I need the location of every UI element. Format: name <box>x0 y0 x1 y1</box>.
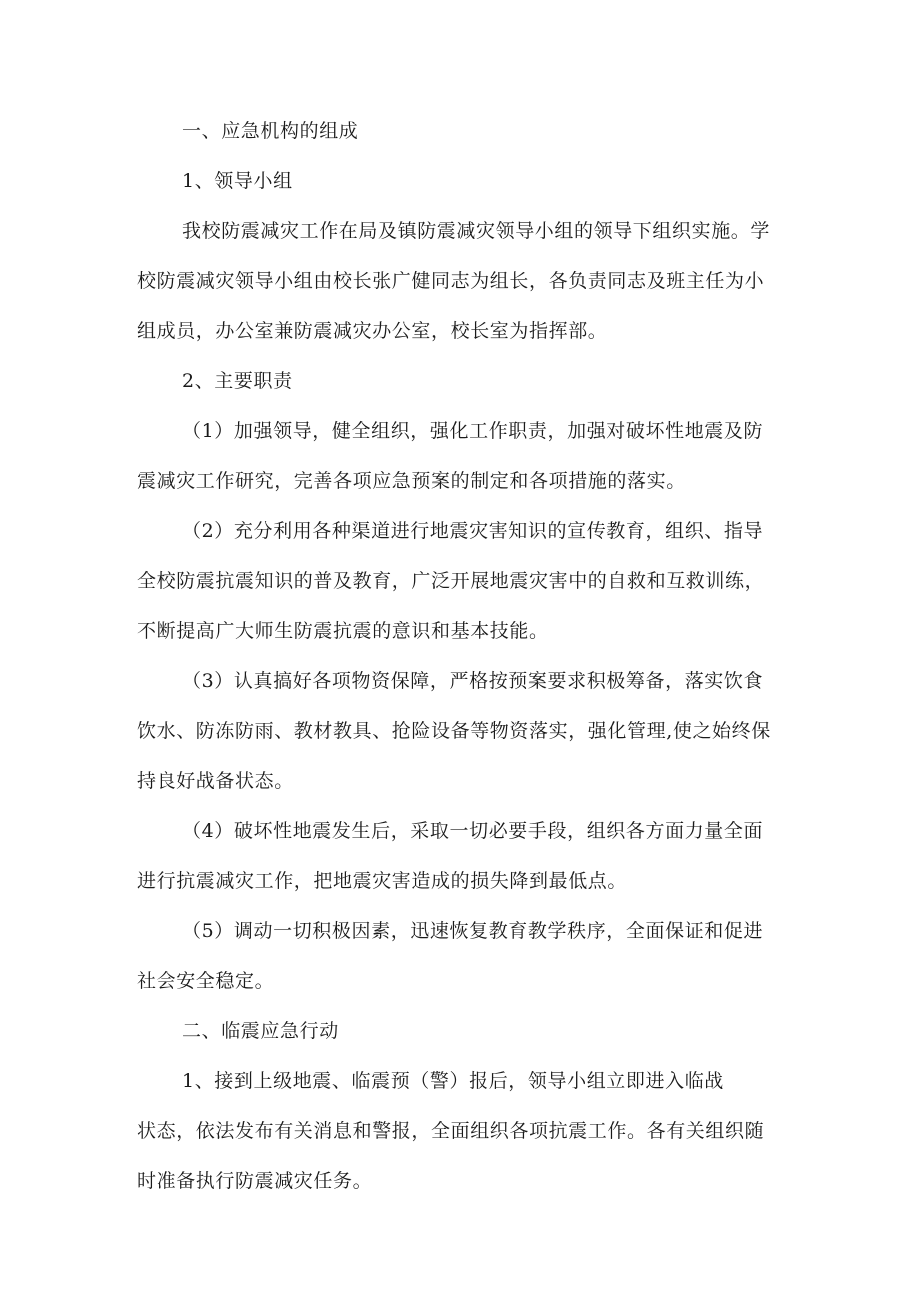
paragraph-line: （1）加强领导，健全组织，强化工作职责，加强对破坏性地震及防 <box>182 420 764 442</box>
paragraph-line: 不断提高广大师生防震抗震的意识和基本技能。 <box>137 620 549 642</box>
paragraph-line: 持良好战备状态。 <box>137 770 294 792</box>
paragraph-line: 校防震减灾领导小组由校长张广健同志为组长，各负责同志及班主任为小 <box>137 270 765 292</box>
paragraph-line: 时准备执行防震减灾任务。 <box>137 1170 373 1192</box>
paragraph-line: （2）充分利用各种渠道进行地震灾害知识的宣传教育，组织、指导 <box>182 520 764 542</box>
paragraph-line: 进行抗震减灾工作，把地震灾害造成的损失降到最低点。 <box>137 870 628 892</box>
subheading-leadership-group: 1、领导小组 <box>182 170 293 192</box>
paragraph-line: 全校防震抗震知识的普及教育，广泛开展地震灾害中的自救和互救训练， <box>137 570 765 592</box>
paragraph-line: 状态，依法发布有关消息和警报，全面组织各项抗震工作。各有关组织随 <box>137 1120 765 1142</box>
paragraph-line: （4）破坏性地震发生后，采取一切必要手段，组织各方面力量全面 <box>182 820 764 842</box>
paragraph-line: 1、接到上级地震、临震预（警）报后，领导小组立即进入临战 <box>182 1070 724 1092</box>
paragraph-line: 震减灾工作研究，完善各项应急预案的制定和各项措施的落实。 <box>137 470 686 492</box>
paragraph-line: 组成员，办公室兼防震减灾办公室，校长室为指挥部。 <box>137 320 608 342</box>
paragraph-line: 社会安全稳定。 <box>137 970 275 992</box>
paragraph-line: 我校防震减灾工作在局及镇防震减灾领导小组的领导下组织实施。学 <box>182 220 771 242</box>
subheading-main-duties: 2、主要职责 <box>182 370 293 392</box>
heading-section-1: 一、应急机构的组成 <box>182 120 359 142</box>
paragraph-line: 饮水、防冻防雨、教材教具、抢险设备等物资落实，强化管理,使之始终保 <box>137 720 771 742</box>
heading-section-2: 二、临震应急行动 <box>182 1020 339 1042</box>
paragraph-line: （3）认真搞好各项物资保障，严格按预案要求积极筹备，落实饮食 <box>182 670 764 692</box>
paragraph-line: （5）调动一切积极因素，迅速恢复教育教学秩序，全面保证和促进 <box>182 920 764 942</box>
